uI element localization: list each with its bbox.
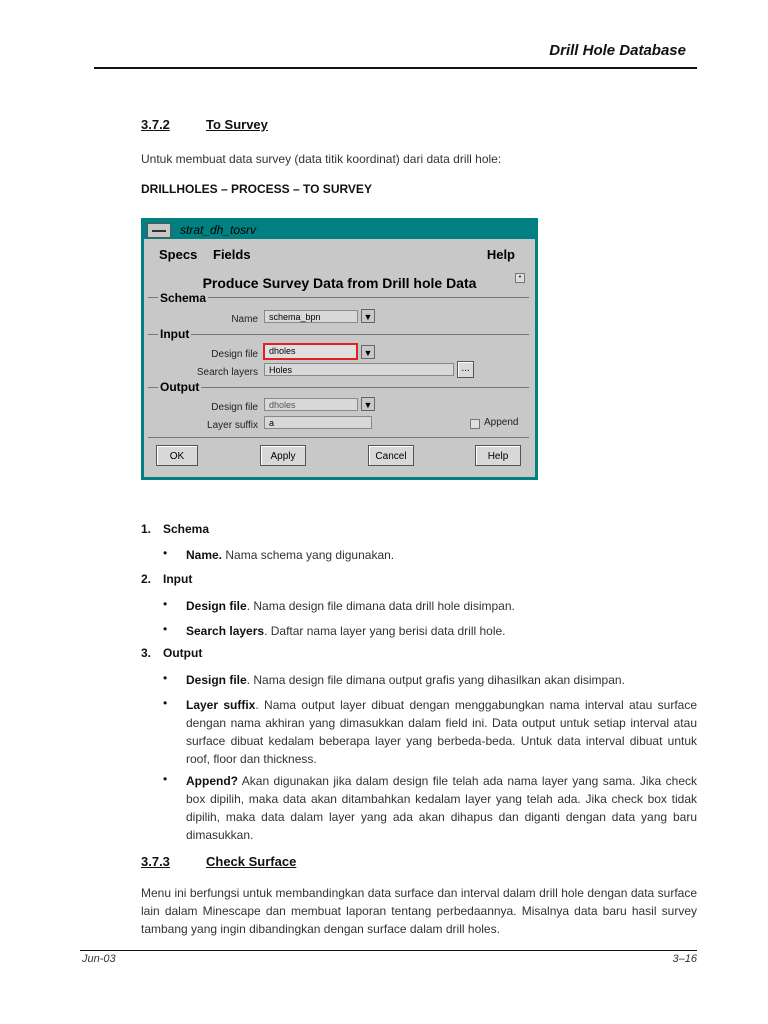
minus-icon xyxy=(152,230,166,232)
footer-page-number: 3–16 xyxy=(672,953,697,965)
menu-fields[interactable]: Fields xyxy=(213,247,251,262)
list-heading-output: Output xyxy=(163,646,203,660)
append-checkbox[interactable] xyxy=(470,419,480,429)
search-layers-label: Search layers xyxy=(196,367,258,378)
apply-button[interactable]: Apply xyxy=(260,445,306,466)
window-menu-button[interactable] xyxy=(147,223,171,238)
button-row-rule xyxy=(148,437,529,438)
bullet-icon: • xyxy=(163,671,168,685)
input-design-dropdown-icon[interactable]: ▼ xyxy=(361,345,375,359)
list-item-search-layers: Search layers. Daftar nama layer yang berisi data drill hole. xyxy=(186,624,506,638)
bullet-icon: • xyxy=(163,546,168,560)
layer-suffix-field[interactable]: a xyxy=(264,416,372,429)
section-number-2: 3.7.3 xyxy=(141,854,170,869)
output-design-label: Design file xyxy=(211,402,258,413)
ok-button[interactable]: OK xyxy=(156,445,198,466)
input-design-field[interactable]: dholes xyxy=(263,343,358,360)
help-button[interactable]: Help xyxy=(475,445,521,466)
output-design-dropdown-icon[interactable]: ▼ xyxy=(361,397,375,411)
schema-name-field[interactable]: schema_bpn xyxy=(264,310,358,323)
bullet-icon: • xyxy=(163,597,168,611)
section-intro: Untuk membuat data survey (data titik koordinat) dari data drill hole: xyxy=(141,152,502,166)
header-rule xyxy=(94,67,697,69)
output-group-label: Output xyxy=(160,380,200,394)
section-title: To Survey xyxy=(206,117,268,132)
footer-date: Jun-03 xyxy=(82,953,116,965)
output-design-field[interactable]: dholes xyxy=(264,398,358,411)
dialog-titlebar[interactable] xyxy=(144,221,535,239)
bullet-icon: • xyxy=(163,772,168,786)
list-item-append: Append? Akan digunakan jika dalam design file telah ada nama layer yang sama. Jika check box dipilih, maka data akan ditambahkan kedalam layer yang telah ada. Jika check box tidak dipilih, maka data dalam layer yang ada akan dihapus dan diganti dengan data yang baru dimasukkan. xyxy=(186,774,697,842)
list-item-layer-suffix: Layer suffix. Nama output layer dibuat dengan menggabungkan nama interval atau surface dengan nama akhiran yang dimasukkan dalam field ini. Data output untuk setiap interval atau surface dibuat kedalam beberapa layer yang berbeda-beda. Untuk data interval dibuat untuk roof, floor dan thickness. xyxy=(186,698,698,766)
running-header-title: Drill Hole Database xyxy=(549,42,686,59)
input-design-label: Design file xyxy=(211,349,258,360)
dialog-heading: Produce Survey Data from Drill hole Data xyxy=(202,275,477,291)
list-number-3: 3. xyxy=(141,646,152,660)
list-heading-schema: Schema xyxy=(163,522,210,536)
footer-rule xyxy=(80,950,697,951)
bullet-icon: • xyxy=(163,622,168,636)
dialog-window xyxy=(141,218,538,480)
cancel-button[interactable]: Cancel xyxy=(368,445,414,466)
list-item-name: Name. Nama schema yang digunakan. xyxy=(186,548,395,562)
list-item-design-file: Design file. Nama design file dimana data drill hole disimpan. xyxy=(186,599,515,613)
collapse-icon[interactable]: • xyxy=(515,273,525,283)
output-group-rule xyxy=(148,387,529,388)
menu-specs[interactable]: Specs xyxy=(159,247,198,262)
list-item-output-design: Design file. Nama design file dimana output grafis yang dihasilkan akan disimpan. xyxy=(186,673,625,687)
input-group-rule xyxy=(148,334,529,335)
schema-group-label: Schema xyxy=(160,291,207,305)
search-layers-browse-button[interactable]: ... xyxy=(457,361,474,378)
list-number-1: 1. xyxy=(141,522,152,536)
section-2-body: Menu ini berfungsi untuk membandingkan data surface dan interval dalam drill hole dengan data surface lain dalam Minescape dan membuat laporan tentang perbedaannya. Misalnya data baru hasil survey tambang yang ingin dibandingkan dengan surface dalam drill holes. xyxy=(141,886,697,936)
input-group-label: Input xyxy=(160,327,190,341)
section-title-2: Check Surface xyxy=(206,854,297,869)
search-layers-field[interactable]: Holes xyxy=(264,363,454,376)
schema-name-label: Name xyxy=(231,314,258,325)
list-number-2: 2. xyxy=(141,572,152,586)
menu-path: DRILLHOLES – PROCESS – TO SURVEY xyxy=(141,182,372,196)
dialog-menubar xyxy=(144,241,535,265)
dialog-title: strat_dh_tosrv xyxy=(180,223,257,237)
schema-dropdown-icon[interactable]: ▼ xyxy=(361,309,375,323)
layer-suffix-label: Layer suffix xyxy=(207,420,258,431)
list-heading-input: Input xyxy=(163,572,193,586)
append-label: Append xyxy=(484,417,519,428)
menu-help[interactable]: Help xyxy=(486,247,515,262)
bullet-icon: • xyxy=(163,696,168,710)
section-number: 3.7.2 xyxy=(141,117,170,132)
